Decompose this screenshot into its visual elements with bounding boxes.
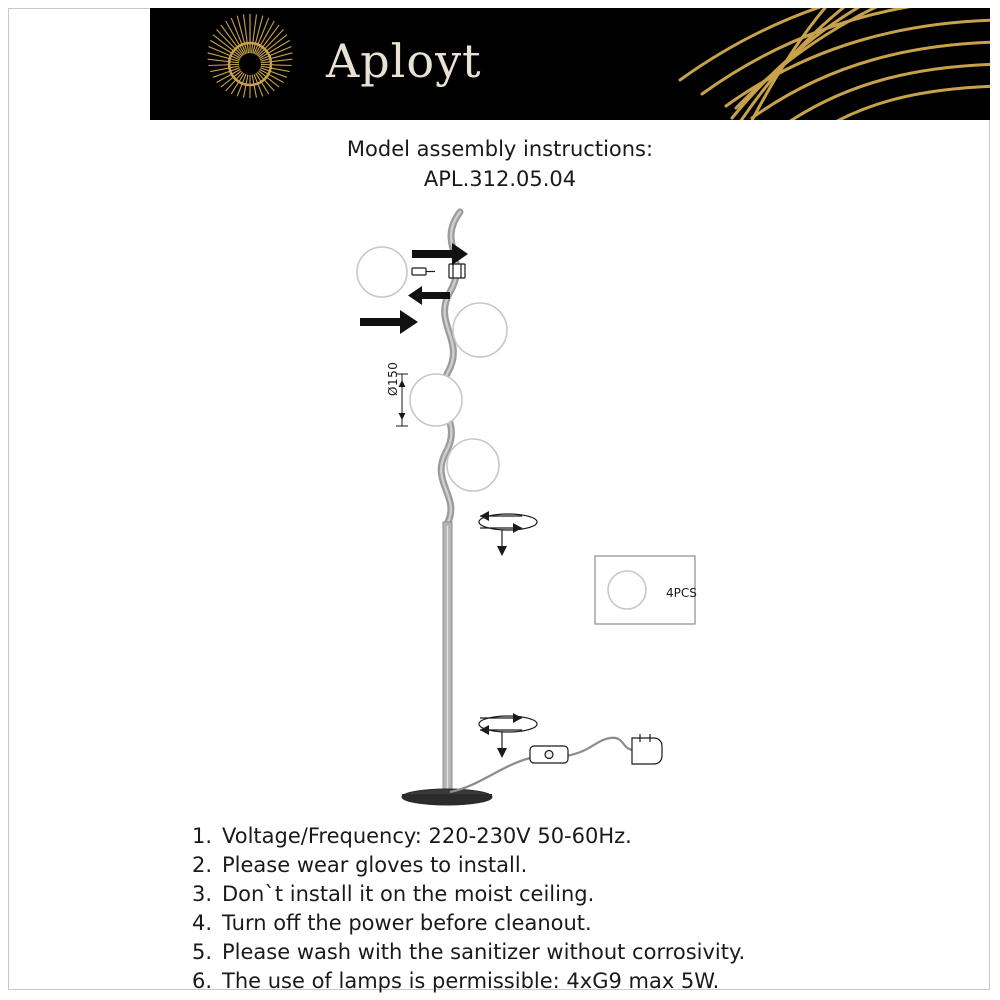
note-number: 3. [191, 882, 212, 906]
note-text: The use of lamps is permissible: 4xG9 max 5W. [222, 969, 720, 993]
note-number: 6. [191, 969, 212, 993]
list-item [178, 880, 938, 909]
note-number: 5. [191, 940, 212, 964]
radial-rays-icon [640, 8, 990, 120]
sunburst-icon [198, 12, 302, 116]
list-item [178, 967, 938, 996]
note-text: Please wash with the sanitizer without corrosivity. [222, 940, 746, 964]
brand-name: Aployt [326, 34, 482, 88]
list-item [178, 938, 938, 967]
note-number: 2. [191, 853, 212, 877]
page-title: Model assembly instructions: [346, 137, 654, 161]
note-text: Don`t install it on the moist ceiling. [222, 882, 595, 906]
brand-header [150, 8, 990, 120]
list-item [178, 851, 938, 880]
diameter-dimension-label: Ø150 [386, 361, 400, 396]
note-number: 1. [191, 824, 212, 848]
assembly-diagram [150, 200, 850, 820]
list-item [178, 909, 938, 938]
assembly-drawing [150, 200, 850, 820]
note-text: Please wear gloves to install. [222, 853, 528, 877]
model-code: APL.312.05.04 [423, 167, 577, 191]
list-item [178, 822, 938, 851]
instruction-notes [178, 822, 938, 996]
note-text: Voltage/Frequency: 220-230V 50-60Hz. [222, 824, 632, 848]
title-block [0, 134, 1000, 194]
parts-count-label: 4PCS [666, 586, 697, 600]
note-text: Turn off the power before cleanout. [222, 911, 592, 935]
note-number: 4. [191, 911, 212, 935]
